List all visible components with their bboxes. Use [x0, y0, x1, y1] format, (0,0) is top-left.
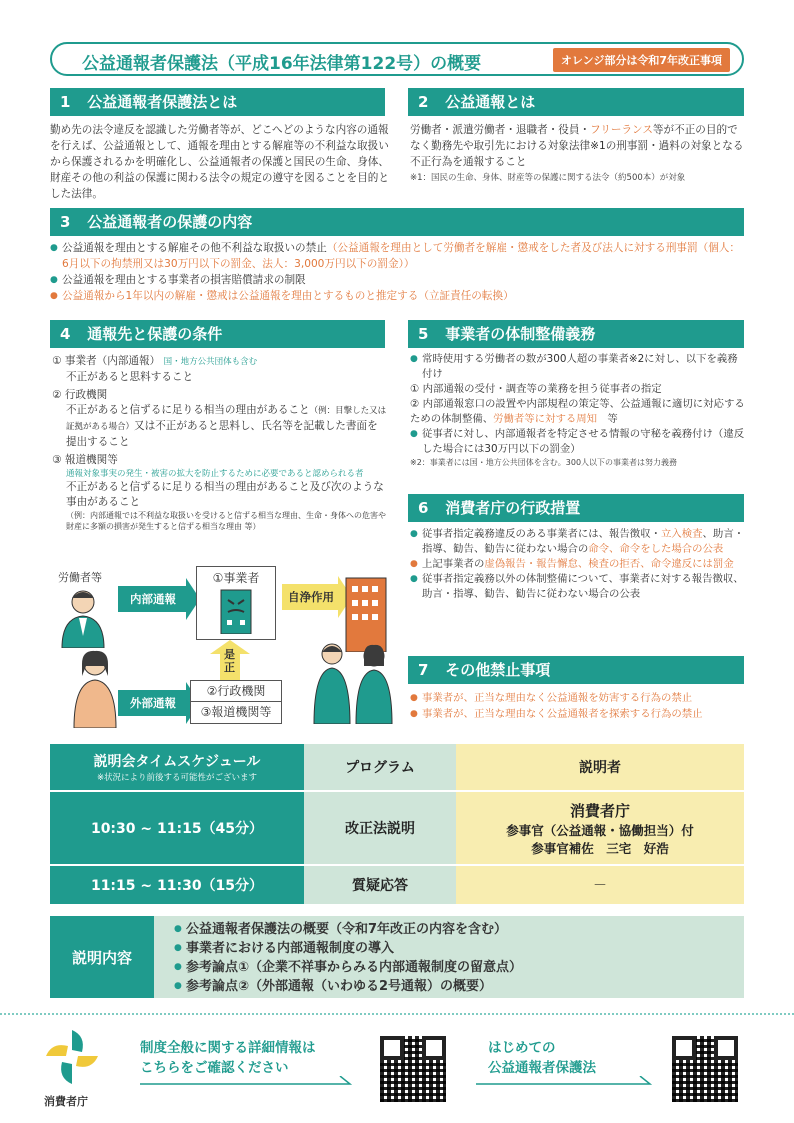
list-item	[50, 288, 744, 304]
list-item: ● 常時使用する労働者の数が300人超の事業者※2に対し、以下を義務付け	[410, 352, 746, 382]
press-label: ③報道機関等	[200, 705, 272, 719]
table-row-speaker	[456, 792, 744, 864]
column-header-program: プログラム	[304, 744, 456, 790]
list-item: ● 参考論点①（企業不祥事からみる内部通報制度の留意点）	[174, 958, 744, 977]
link-text: 制度全般に関する詳細情報は	[140, 1040, 316, 1056]
item-title: ③ 報道機関等	[52, 454, 118, 466]
section-6-body	[410, 527, 746, 602]
contents-items	[154, 916, 744, 996]
worker-label: 労働者等	[58, 571, 102, 584]
item-note: 国・地方公共団体も含む	[163, 357, 258, 367]
footer-divider	[0, 1013, 794, 1015]
example-text: （例：目撃した又は証拠がある場合）	[66, 406, 387, 432]
table-row-time: 11:15 ~ 11:30（15分）	[50, 866, 304, 904]
column-header-speaker: 説明者	[456, 744, 744, 790]
body-text: 等が不正の目的でなく勤務先や取引先における対象法律※1の刑事罰・過料の対象となる不正行為を通報すること	[410, 124, 744, 168]
item-text: 従事者指定義務違反のある事業者には、報告徴収・	[422, 528, 661, 540]
section-number: 6	[418, 499, 429, 517]
item-body	[52, 403, 388, 450]
external-destinations-box	[190, 680, 282, 724]
item-orange-text: 虚偽報告・報告懈怠、検査の拒否、命令違反には罰金	[484, 558, 734, 570]
section-number: 4	[60, 325, 71, 343]
logo-text: 消費者庁	[44, 1095, 88, 1108]
employer-box	[196, 566, 276, 640]
section-1-heading	[50, 88, 385, 116]
section-title: 公益通報とは	[445, 93, 536, 111]
section-4-body	[52, 354, 388, 532]
admin-label: ②行政機関	[191, 681, 281, 702]
item-text: 公益通報を理由とする解雇その他不利益な取扱いの禁止	[62, 242, 327, 254]
item-text: 等	[597, 413, 618, 425]
speaker-name: 参事官補佐 三宅 好浩	[531, 840, 669, 856]
section-title: 公益通報者の保護の内容	[87, 213, 253, 231]
list-item: ● 事業者が、正当な理由なく公益通報を妨害する行為の禁止	[410, 690, 750, 706]
table-row-program: 質疑応答	[304, 866, 456, 904]
consumer-agency-logo	[42, 1026, 102, 1090]
building-icon	[219, 588, 253, 634]
body-text: 不正があると信ずるに足りる相当の理由があること	[66, 404, 310, 416]
section-title: 事業者の体制整備義務	[445, 325, 596, 343]
correction-label: 是正	[224, 648, 235, 674]
section-number: 5	[418, 325, 429, 343]
item-orange-text: 命令、命令をした場合の公表	[588, 543, 724, 555]
section-number: 2	[418, 93, 429, 111]
section-7-body	[410, 690, 750, 722]
link-text: はじめての	[488, 1040, 556, 1056]
body-text: 又は不正があると思料し、氏名等を記載した書面を提出すること	[66, 420, 378, 448]
item-text: 上記事業者の	[422, 558, 485, 570]
worker-male-icon	[58, 588, 108, 648]
item-text: 公益通報を理由とする事業者の損害賠償請求の制限	[62, 274, 306, 286]
example-text: （例：内部通報では不利益な取扱いを受けると信ずる相当な理由、生命・身体への危害や財産に多額の損害が発生すると信ずる相当な理由 等）	[66, 511, 386, 531]
section-6-heading	[408, 494, 744, 522]
item-orange-text: 労働者等に対する周知	[493, 413, 598, 425]
section-2-note: ※1：国民の生命、身体、財産等の保護に関する法令（約500本）が対象	[410, 173, 686, 183]
item-note: 通報対象事実の発生・被害の拡大を防止するために必要であると認められる者	[66, 469, 364, 479]
link-text: 公益通報者保護法	[488, 1060, 596, 1076]
item-orange-text: （公益通報を理由として労働者を解雇・懲戒をした者及び法人に対する刑事罰（個人：6月以下の拘禁刑又は30万円以下の罰金、法人：3,000万円以下の罰金））	[62, 242, 740, 270]
title-box	[50, 42, 744, 76]
list-item	[50, 272, 744, 288]
intro-guide-link[interactable]	[488, 1038, 596, 1078]
section-5-note: ※2：事業者には国・地方公共団体を含む。300人以下の事業者は努力義務	[410, 458, 678, 467]
table-row-program: 改正法説明	[304, 792, 456, 864]
external-report-arrow: 外部通報	[118, 690, 188, 716]
list-item: ● 従事者に対し、内部通報者を特定させる情報の守秘を義務付け（違反した場合には30万円以下の罰金）	[410, 427, 746, 457]
section-number: 1	[60, 93, 71, 111]
section-2-body	[410, 122, 746, 170]
section-2-heading	[408, 88, 744, 116]
table-row-speaker: －	[456, 866, 744, 904]
self-cleaning-arrow: 自浄作用	[282, 584, 340, 610]
list-item: ● 事業者における内部通報制度の導入	[174, 939, 744, 958]
item-orange-text: 立入検査	[660, 528, 703, 540]
item-text: 、助言・指導、勧告、勧告に従わない場合の	[422, 528, 745, 555]
speaker-role: 参事官（公益通報・協働担当）付	[506, 822, 694, 838]
section-title: その他禁止事項	[445, 661, 551, 679]
list-item	[410, 527, 746, 557]
underline-arrow-icon	[476, 1076, 656, 1086]
list-item: ● 事業者が、正当な理由なく公益通報者を探索する行為の禁止	[410, 706, 750, 722]
employer-label: ①事業者	[212, 571, 260, 585]
section-4-heading	[50, 320, 385, 348]
section-7-heading	[408, 656, 744, 684]
sub-item	[410, 397, 746, 427]
item-body: 不正があると信ずるに足りる相当の理由があること及び次のような事由があること	[66, 481, 384, 508]
list-item: ● 参考論点②（外部通報（いわゆる2号通報）の概要）	[174, 977, 744, 996]
page-title: 公益通報者保護法（平成16年法律第122号）の概要	[82, 54, 482, 74]
list-item	[50, 240, 744, 272]
qr-code-guide[interactable]	[672, 1036, 738, 1102]
freelance-text: フリーランス	[590, 124, 653, 136]
section-3-heading	[50, 208, 744, 236]
list-item: ● 従事者指定義務以外の体制整備について、事業者に対する報告徴収、助言・指導、勧告、勧告に従わない場合の公表	[410, 572, 746, 602]
qr-code-details[interactable]	[380, 1036, 446, 1102]
section-title: 消費者庁の行政措置	[445, 499, 581, 517]
happy-workers-icon	[312, 640, 396, 724]
item-body: 不正があると思料すること	[66, 371, 194, 383]
section-number: 3	[60, 213, 71, 231]
schedule-note: ※状況により前後する可能性がございます	[96, 773, 258, 783]
section-title: 公益通報者保護法とは	[87, 93, 238, 111]
section-3-list	[50, 240, 744, 304]
item-title: ① 事業者（内部通報）	[52, 355, 161, 367]
section-5-body	[410, 352, 746, 469]
detail-info-link[interactable]	[140, 1038, 316, 1078]
item-title: ② 行政機関	[52, 389, 108, 401]
speaker-org: 消費者庁	[569, 801, 630, 820]
contents-label: 説明内容	[50, 916, 154, 998]
revision-note-badge: オレンジ部分は令和7年改正事項	[553, 48, 730, 72]
list-item	[410, 557, 746, 572]
sub-item: ① 内部通報の受付・調査等の業務を担う従事者の指定	[410, 383, 662, 395]
item-text: ② 内部通報窓口の設置や内部規程の策定等、公益通報に適切に対応するための体制整備、	[410, 398, 745, 425]
section-title: 通報先と保護の条件	[87, 325, 223, 343]
section-5-heading	[408, 320, 744, 348]
link-text: こちらをご確認ください	[140, 1060, 289, 1076]
underline-arrow-icon	[140, 1076, 356, 1086]
schedule-header	[50, 744, 304, 790]
table-row-time: 10:30 ~ 11:15（45分）	[50, 792, 304, 864]
internal-report-arrow: 内部通報	[118, 586, 188, 612]
item-1	[52, 354, 388, 370]
contents-list	[154, 916, 744, 998]
body-text: 労働者・派遣労働者・退職者・役員・	[410, 124, 591, 136]
section-number: 7	[418, 661, 429, 679]
worker-female-icon	[70, 648, 120, 728]
schedule-title: 説明会タイムスケジュール	[93, 754, 261, 770]
section-1-body: 勤め先の法令違反を認識した労働者等が、どこへどのような内容の通報を行えば、公益通報として、通報を理由とする解雇等の不利益な取扱いから保護されるかを明確化し、公益通報者の保護と国民の生命、身体、財産その他の利益の保護に関わる法令の規定の遵守を図ることを目的とした法律。	[50, 124, 389, 200]
list-item: ● 公益通報者保護法の概要（令和7年改正の内容を含む）	[174, 920, 744, 939]
item-text: 公益通報から1年以内の解雇・懲戒は公益通報を理由とするものと推定する（立証責任の転換）	[62, 290, 514, 302]
